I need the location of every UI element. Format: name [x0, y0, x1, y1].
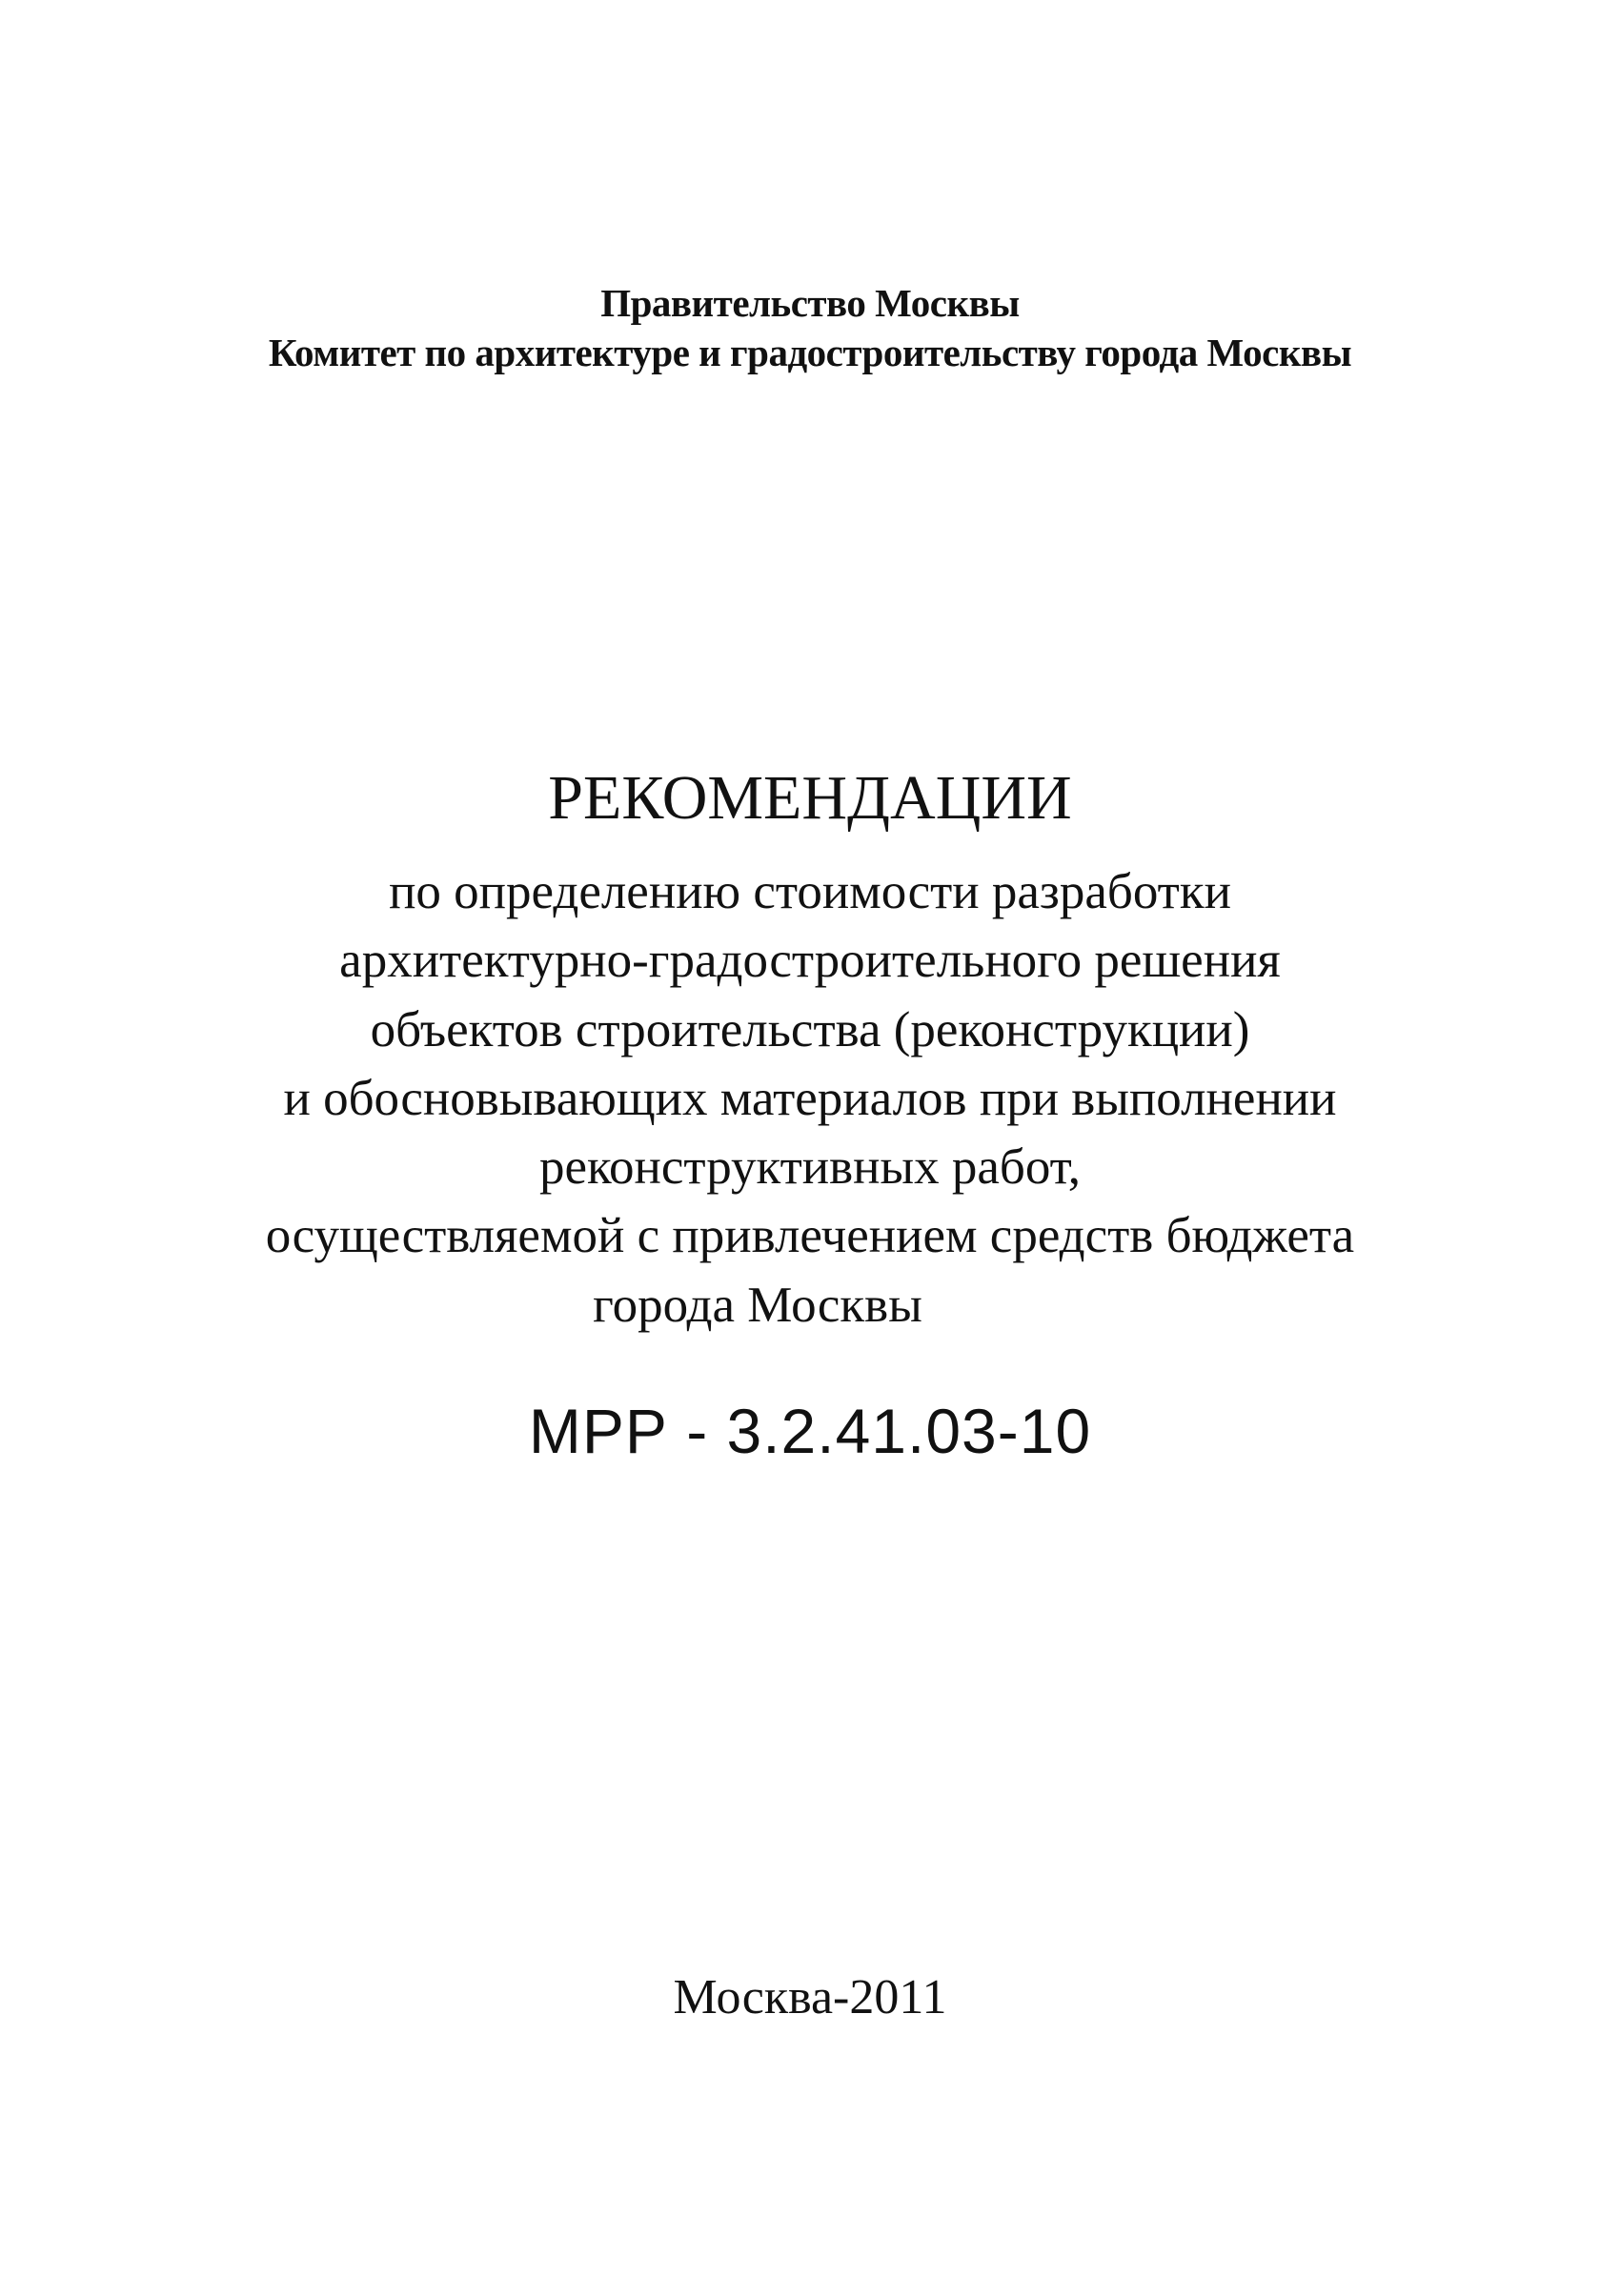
document-title: РЕКОМЕНДАЦИИ [548, 763, 1072, 833]
subtitle-line: города Москвы [593, 1277, 922, 1333]
document-code: МРР - 3.2.41.03-10 [528, 1396, 1092, 1466]
committee-name: Комитет по архитектуре и градостроительству города Москвы [268, 331, 1352, 374]
subtitle-line: осуществляемой с привлечением средств бюджета [265, 1208, 1355, 1264]
subtitle-line: объектов строительства (реконструкции) [370, 1001, 1250, 1057]
organization-name: Правительство Москвы [600, 281, 1020, 325]
subtitle-line: архитектурно-градостроительного решения [339, 933, 1281, 989]
subtitle-line: по определению стоимости разработки [389, 864, 1231, 919]
subtitle-line: реконструктивных работ, [538, 1139, 1082, 1196]
document-subtitle [0, 857, 1620, 1339]
place-and-year: Москва-2011 [673, 1970, 947, 2024]
subtitle-line: и обосновывающих материалов при выполнении [283, 1070, 1337, 1126]
